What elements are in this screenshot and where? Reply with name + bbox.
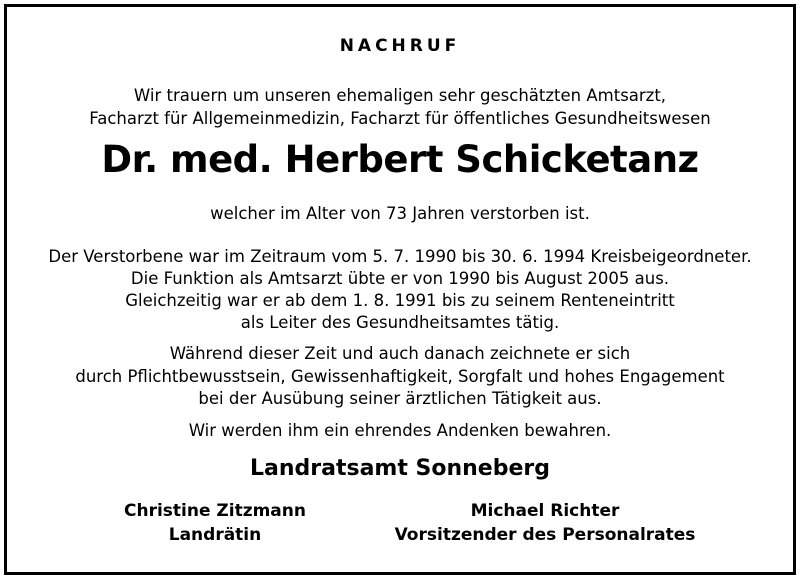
tribute-line-2: durch Pflichtbewusstsein, Gewissenhaftigkeit, Sorgfalt und hohes Engagement bbox=[75, 367, 725, 386]
deceased-name: Dr. med. Herbert Schicketanz bbox=[101, 138, 699, 181]
notice-heading: NACHRUF bbox=[339, 36, 461, 56]
intro-line-2: Facharzt für Allgemeinmedizin, Facharzt für öffentliches Gesundheitswesen bbox=[89, 109, 711, 128]
signatory-role: Vorsitzender des Personalrates bbox=[394, 525, 696, 545]
closing-line: Wir werden ihm ein ehrendes Andenken bewahren. bbox=[188, 421, 612, 440]
signatory-role: Landrätin bbox=[168, 525, 262, 545]
career-line-3: Gleichzeitig war er ab dem 1. 8. 1991 bis zu seinem Renteneintritt bbox=[125, 291, 675, 310]
intro-line-1: Wir trauern um unseren ehemaligen sehr geschätzten Amtsarzt, bbox=[133, 86, 667, 105]
age-line: welcher im Alter von 73 Jahren verstorben ist. bbox=[210, 204, 590, 223]
signatory-right bbox=[375, 499, 715, 547]
signatory-name: Christine Zitzmann bbox=[124, 501, 306, 521]
organization-name: Landratsamt Sonneberg bbox=[250, 456, 550, 481]
career-line-2: Die Funktion als Amtsarzt übte er von 1990 bis August 2005 aus. bbox=[130, 269, 670, 288]
signatory-left bbox=[100, 499, 330, 547]
signatory-name: Michael Richter bbox=[470, 501, 620, 521]
tribute-line-1: Während dieser Zeit und auch danach zeichnete er sich bbox=[169, 344, 631, 363]
career-line-4: als Leiter des Gesundheitsamtes tätig. bbox=[240, 313, 560, 332]
career-line-1: Der Verstorbene war im Zeitraum vom 5. 7. 1990 bis 30. 6. 1994 Kreisbeigeordneter. bbox=[48, 247, 752, 266]
tribute-line-3: bei der Ausübung seiner ärztlichen Tätigkeit aus. bbox=[198, 389, 602, 408]
